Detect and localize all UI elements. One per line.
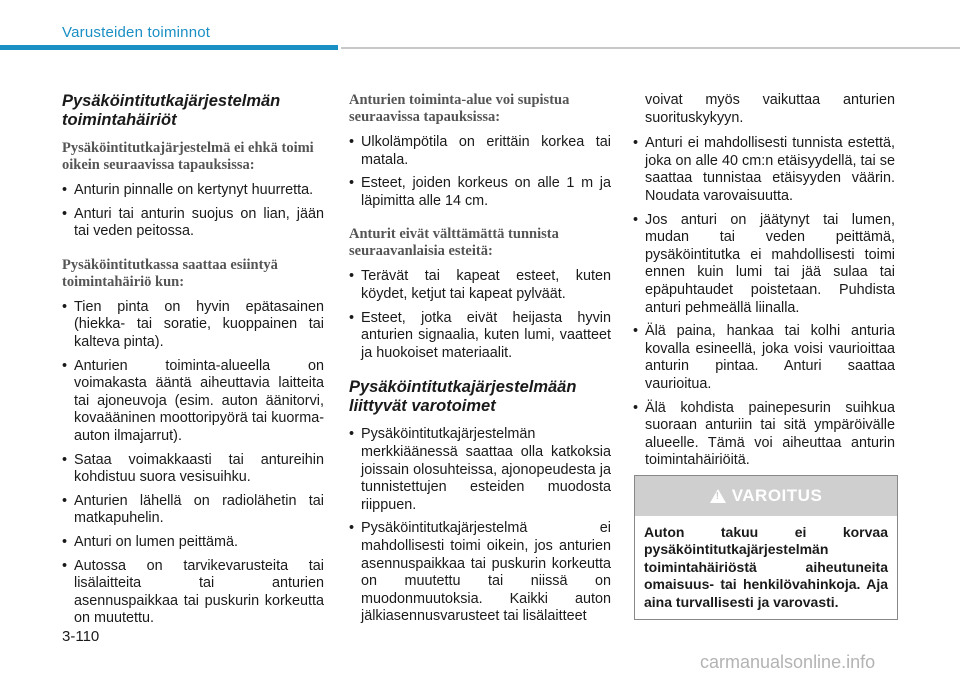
warning-title: VAROITUS (731, 486, 823, 505)
column-2 (349, 92, 611, 642)
list-item: • Anturi ei mahdollisesti tunnista estettä, joka on alle 40 cm:n etäisyydellä, tai se saattaa tunnistaa etäisyyden väärin. Noudata varovaisuutta. (633, 135, 895, 205)
warning-box (634, 475, 898, 620)
column-3 (633, 92, 895, 486)
header-rule-accent (0, 45, 338, 50)
list-item: • Sataa voimakkaasti tai antureihin kohdistuu suora vesisuihku. (62, 452, 324, 487)
list-item: • Esteet, joiden korkeus on alle 1 m ja läpimitta alle 14 cm. (349, 175, 611, 210)
subheading-malfunction-when: Pysäköintitutkassa saattaa esiintyä toimintahäiriö kun: (62, 256, 278, 290)
list-item: • Anturi on lumen peittämä. (62, 534, 324, 552)
list-item: • Anturien lähellä on radiolähetin tai matkapuhelin. (62, 493, 324, 528)
subheading-range-reduced: Anturien toiminta-alue voi supistua seuraavissa tapauksissa: (349, 92, 570, 125)
list-not-detected (349, 268, 611, 362)
list-may-not-work (62, 182, 324, 241)
list-item: • Pysäköintitutkajärjestelmän merkkiäänessä saattaa olla katkoksia joissain olosuhteissa, ajonopeudesta ja tunnistettujen esteiden muodosta riippuen. (349, 426, 611, 514)
section-title: Varusteiden toiminnot (62, 24, 211, 41)
list-item: • Tien pinta on hyvin epätasainen (hiekka- tai soratie, kuoppainen tai kalteva pinta). (62, 299, 324, 352)
continuation-text: voivat myös vaikuttaa anturien suorituskykyyn. (645, 92, 895, 126)
subheading-may-not-work: Pysäköintitutkajärjestelmä ei ehkä toimi oikein seuraavissa tapauksissa: (62, 140, 314, 173)
heading-precautions: Pysäköintitutkajärjestelmään liittyvät varotoimet (349, 378, 577, 416)
list-item: • Anturien toiminta-alueella on voimakasta ääntä aiheuttavia laitteita tai ajoneuvoja (esim. auton äänitorvi, kovaääninen moottoripyörä tai kuorma-auton ilmajarrut). (62, 358, 324, 446)
list-item: • Esteet, jotka eivät heijasta hyvin anturien signaalia, kuten lumi, vaatteet ja huokoiset materiaalit. (349, 310, 611, 363)
list-range-reduced (349, 134, 611, 210)
warning-icon (710, 489, 726, 503)
watermark: carmanualsonline.info (700, 652, 876, 672)
list-item: • Anturi tai anturin suojus on lian, jään tai veden peitossa. (62, 206, 324, 241)
heading-malfunctions: Pysäköintitutkajärjestelmän toimintahäiriöt (62, 92, 281, 129)
subheading-not-detected: Anturit eivät välttämättä tunnista seuraavanlaisia esteitä: (349, 226, 559, 260)
list-item: • Älä paina, hankaa tai kolhi anturia kovalla esineellä, joka voisi vaurioittaa anturin pintaa. Anturi saattaa vaurioitua. (633, 323, 895, 393)
column-1 (62, 92, 324, 644)
list-item: • Jos anturi on jäätynyt tai lumen, mudan tai veden peittämä, pysäköintitutka ei mahdollisesti toimi ennen kuin lumi tai jää sulaa tai epäpuhtaudet poistetaan. Puhdista anturi pehmeällä liinalla. (633, 212, 895, 318)
list-item: • Terävät tai kapeat esteet, kuten köydet, ketjut tai kapeat pylväät. (349, 268, 611, 303)
list-item: • Älä kohdista painepesurin suihkua suoraan anturiin tai sitä ympäröivälle alueelle. Tämä voi aiheuttaa anturin toimintahäiriöitä. (633, 400, 895, 470)
warning-text: Auton takuu ei korvaa pysäköintitutkajärjestelmän toimintahäiriöstä aiheutuneita omaisuus- tai henkilövahinkoja. Aja aina turvallisesti ja varovasti. (644, 524, 888, 610)
list-malfunction-when (62, 299, 324, 628)
warning-header (635, 476, 897, 516)
list-item: • Pysäköintitutkajärjestelmä ei mahdollisesti toimi oikein, jos anturien asennuspaikkaa tai puskurin korkeutta on muutettu tai niissä on muodonmuutoksia. Kaikki auton jälkiasennusvarusteet tai lisälaitteet (349, 520, 611, 626)
list-precautions (349, 426, 611, 626)
page-number: 3-110 (62, 628, 100, 645)
list-precautions-cont (633, 135, 895, 470)
list-item: • Anturin pinnalle on kertynyt huurretta. (62, 182, 324, 200)
header-rule (341, 47, 960, 49)
list-item: • Autossa on tarvikevarusteita tai lisälaitteita tai anturien asennuspaikkaa tai puskurin korkeutta on muutettu. (62, 558, 324, 628)
list-item: • Ulkolämpötila on erittäin korkea tai matala. (349, 134, 611, 169)
